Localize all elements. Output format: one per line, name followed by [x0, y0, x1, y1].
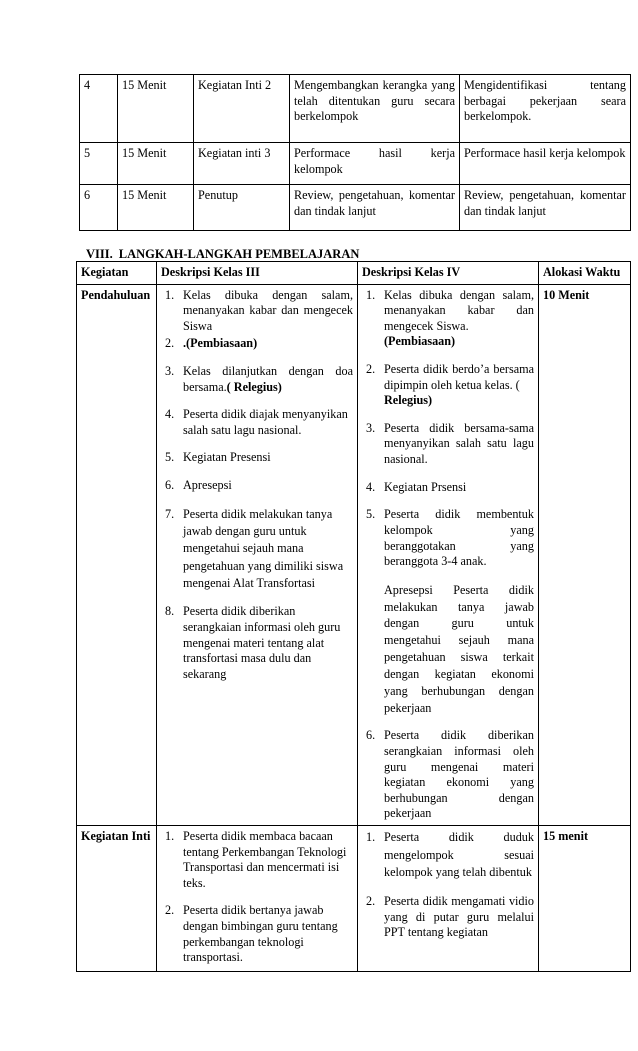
list-item: 8. Peserta didik diberikan serangkaian informasi oleh guru mengenai materi tentang alat transfortasi masa dulu dan sekarang: [165, 604, 341, 681]
section-heading: [86, 246, 365, 262]
table-row-inti: [77, 826, 631, 972]
row-activity: Kegiatan inti 3: [194, 143, 290, 185]
list-item: 1. Kelas dibuka dengan salam, menanyakan kabar dan mengecek Siswa. (Pembiasaan): [366, 287, 534, 349]
row-description-class3: Review, pengetahuan, komentar dan tindak lanjut: [290, 185, 460, 231]
table-row: [80, 185, 631, 231]
time-allocation: 10 Menit: [539, 284, 631, 825]
row-duration: 15 Menit: [118, 143, 194, 185]
header-class3: Deskripsi Kelas III: [157, 262, 358, 285]
step-list: [161, 288, 353, 683]
class4-steps: [358, 826, 539, 972]
list-item: 3. Peserta didik bersama-sama menyanyikan salah satu lagu nasional.: [366, 420, 534, 467]
row-activity: Kegiatan Inti 2: [194, 75, 290, 143]
header-activity: Kegiatan: [77, 262, 157, 285]
row-description-class4: Performace hasil kerja kelompok: [460, 143, 631, 185]
row-number: 5: [80, 143, 118, 185]
list-item: 2. Peserta didik berdo’a bersama dipimpin oleh ketua kelas. ( Relegius): [366, 362, 534, 408]
list-item: 6. Apresepsi: [165, 478, 232, 493]
list-item: 2. .(Pembiasaan): [165, 336, 258, 351]
row-duration: 15 Menit: [118, 185, 194, 231]
class4-steps: [358, 284, 539, 825]
table-row: [80, 75, 631, 143]
table-row: [80, 143, 631, 185]
list-item: 3. Kelas dilanjutkan dengan doa bersama.( Relegius): [165, 364, 353, 394]
list-item: 1. Peserta didik membaca bacaan tentang Perkembangan Teknologi Transportasi dan mencermati isi teks.: [165, 829, 347, 890]
table-row-pendahuluan: [77, 284, 631, 825]
section-title: LANGKAH-LANGKAH PEMBELAJARAN: [118, 247, 360, 261]
learning-steps-table: [76, 261, 631, 972]
row-description-class4: Review, pengetahuan, komentar dan tindak lanjut: [460, 185, 631, 231]
table-header-row: [77, 262, 631, 285]
list-item: 1. Kelas dibuka dengan salam, menanyakan kabar dan mengecek Siswa: [165, 287, 353, 333]
list-item: 4. Kegiatan Prsensi: [366, 479, 467, 494]
list-item: 4. Peserta didik diajak menyanyikan salah satu lagu nasional.: [165, 407, 348, 437]
row-number: 4: [80, 75, 118, 143]
activity-label: Pendahuluan: [77, 284, 157, 825]
list-item: 2. Peserta didik mengamati vidio yang di putar guru melalui PPT tentang kegiatan: [366, 894, 534, 940]
list-item: 5. Peserta didik membentuk kelompok yang beranggotakan yang beranggota 3-4 anak.: [366, 507, 534, 569]
class3-steps: [157, 284, 358, 825]
step-list: [362, 829, 534, 941]
header-class4: Deskripsi Kelas IV: [358, 262, 539, 285]
step-list: [161, 829, 353, 966]
list-item: 5. Kegiatan Presensi: [165, 450, 271, 465]
time-allocation: 15 menit: [539, 826, 631, 972]
header-time: Alokasi Waktu: [539, 262, 631, 285]
section-number: VIII.: [86, 247, 113, 261]
list-item: 7. Peserta didik melakukan tanya jawab dengan guru untuk mengetahui sejauh mana pengetahuan yang dimiliki siswa mengenai Alat Transfortasi: [165, 506, 344, 591]
step-list: [362, 288, 534, 822]
list-item: Apresepsi Peserta didik melakukan tanya jawab dengan guru untuk mengetahui sejauh mana pengetahuan siswa terkait dengan kegiatan ekonomi yang berhubungan dengan pekerjaan: [384, 582, 534, 715]
row-description-class3: Performace hasil kerja kelompok: [290, 143, 460, 185]
class3-steps: [157, 826, 358, 972]
row-description-class3: Mengembangkan kerangka yang telah ditentukan guru secara berkelompok: [290, 75, 460, 143]
schedule-table: [79, 74, 631, 231]
row-duration: 15 Menit: [118, 75, 194, 143]
row-description-class4: Mengidentifikasi tentang berbagai pekerjaan seara berkelompok.: [460, 75, 631, 143]
row-number: 6: [80, 185, 118, 231]
list-item: 1. Peserta didik duduk mengelompok sesuai kelompok yang telah dibentuk: [366, 830, 534, 880]
row-activity: Penutup: [194, 185, 290, 231]
list-item: 6. Peserta didik diberikan serangkaian informasi oleh guru mengenai materi kegiatan ekonomi yang berhubungan dengan pekerjaan: [366, 728, 534, 821]
list-item: 2. Peserta didik bertanya jawab dengan bimbingan guru tentang perkembangan teknologi transportasi.: [165, 903, 338, 965]
activity-label: Kegiatan Inti: [77, 826, 157, 972]
